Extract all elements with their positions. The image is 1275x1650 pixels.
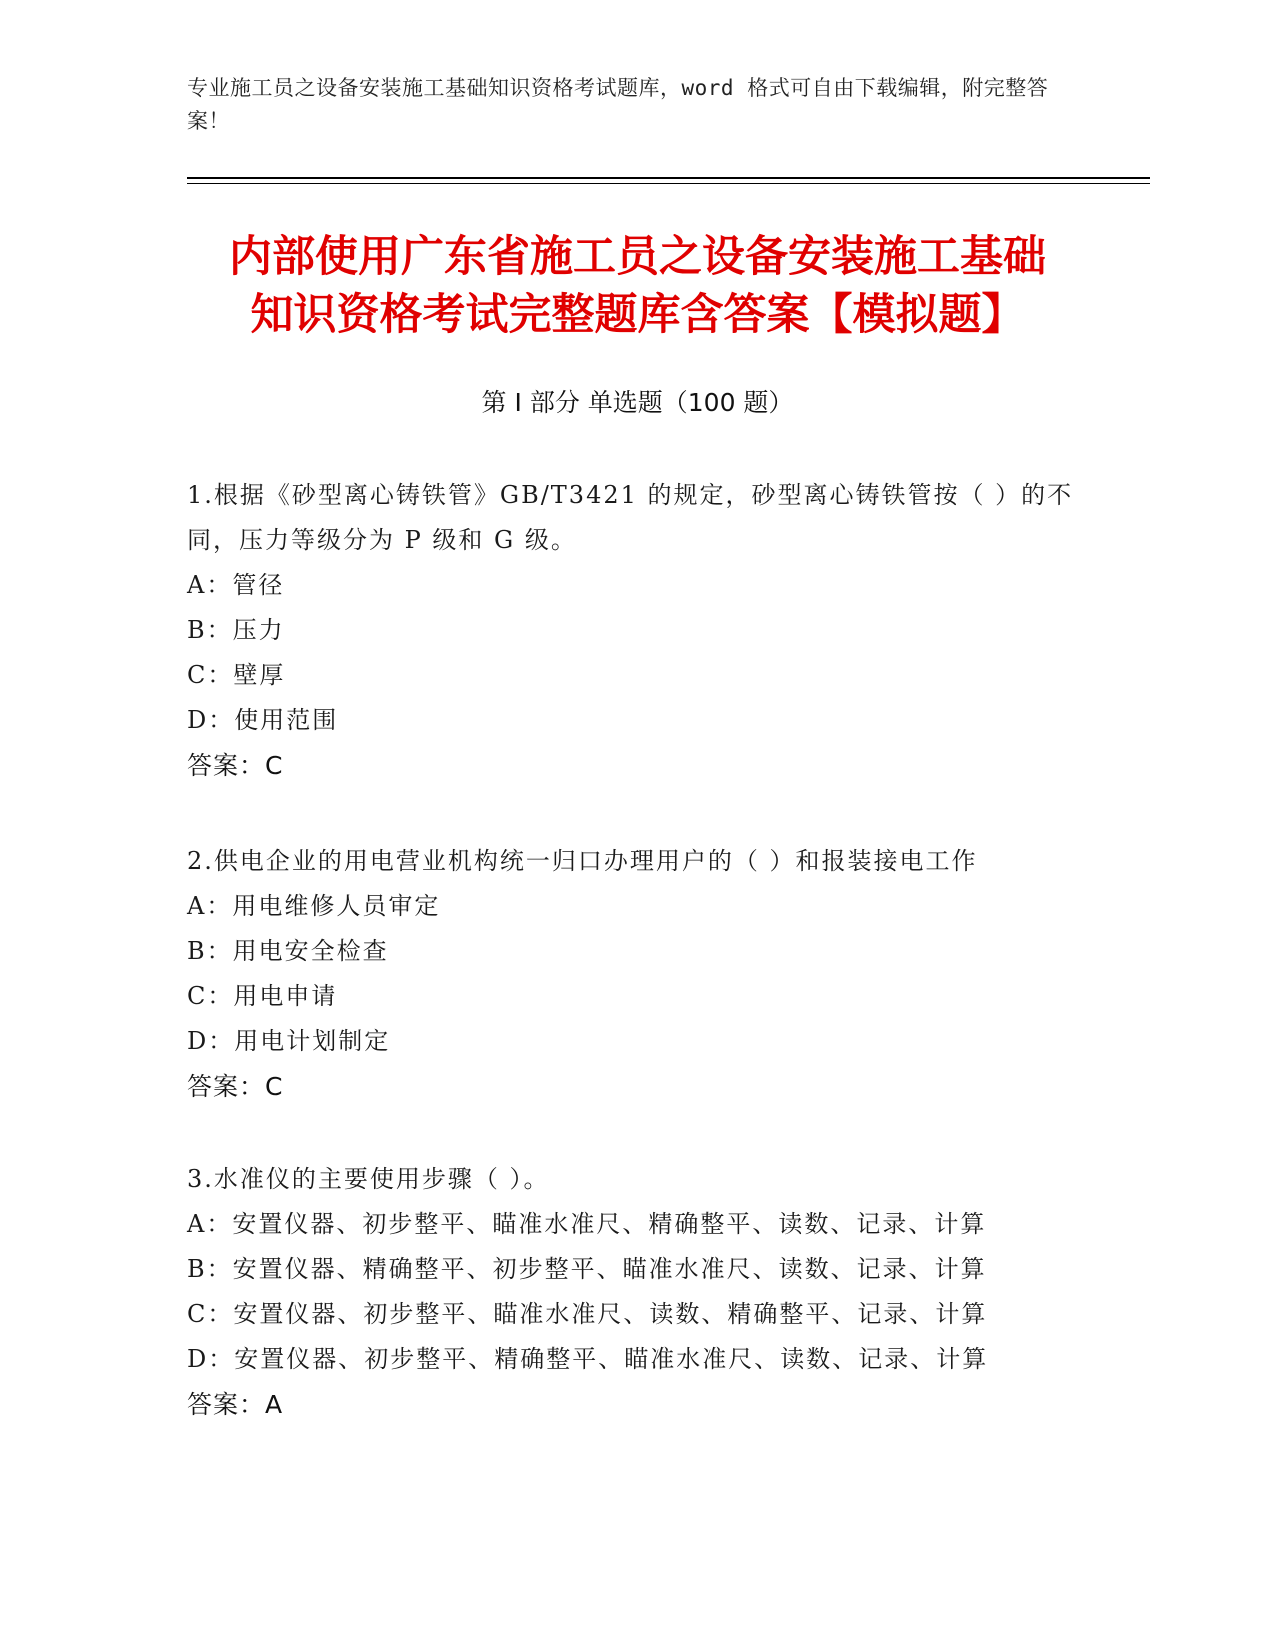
document-title-line-2: 知识资格考试完整题库含答案【模拟题】: [250, 290, 1025, 340]
option-b: B：用电安全检查: [187, 937, 389, 965]
document-title-line-1: 内部使用广东省施工员之设备安装施工基础: [229, 232, 1046, 282]
document-title: [150, 228, 1125, 344]
option-b: B：压力: [187, 616, 285, 644]
question-stem: 1.根据《砂型离心铸铁管》GB/T3421 的规定，砂型离心铸铁管按（ ）的不同，压力等级分为 P 级和 G 级。: [187, 481, 1074, 554]
option-b: B：安置仪器、精确整平、初步整平、瞄准水准尺、读数、记录、计算: [187, 1255, 987, 1283]
option-c: C：安置仪器、初步整平、瞄准水准尺、读数、精确整平、记录、计算: [187, 1300, 988, 1328]
option-d: D：用电计划制定: [187, 1027, 391, 1055]
answer: 答案：C: [187, 1072, 284, 1101]
option-c: C：壁厚: [187, 661, 286, 689]
option-a: A：安置仪器、初步整平、瞄准水准尺、精确整平、读数、记录、计算: [187, 1210, 987, 1238]
question-stem: 3.水准仪的主要使用步骤（ ）。: [187, 1165, 550, 1193]
question-1: [187, 473, 1087, 789]
header-divider-thick: [187, 177, 1150, 179]
option-c: C：用电申请: [187, 982, 338, 1010]
header-note: 专业施工员之设备安装施工基础知识资格考试题库，word 格式可自由下载编辑，附完整答案！: [187, 76, 1049, 133]
option-d: D：安置仪器、初步整平、精确整平、瞄准水准尺、读数、记录、计算: [187, 1345, 989, 1373]
question-stem: 2.供电企业的用电营业机构统一归口办理用户的（ ）和报装接电工作: [187, 847, 978, 875]
option-a: A：管径: [187, 571, 285, 599]
question-3: [187, 1157, 1087, 1428]
question-2: [187, 839, 1087, 1110]
section-heading: 第 I 部分 单选题（100 题）: [481, 388, 794, 417]
answer: 答案：C: [187, 751, 284, 780]
answer: 答案：A: [187, 1390, 284, 1419]
option-a: A：用电维修人员审定: [187, 892, 441, 920]
option-d: D：使用范围: [187, 706, 339, 734]
header-divider-thin: [187, 183, 1150, 184]
